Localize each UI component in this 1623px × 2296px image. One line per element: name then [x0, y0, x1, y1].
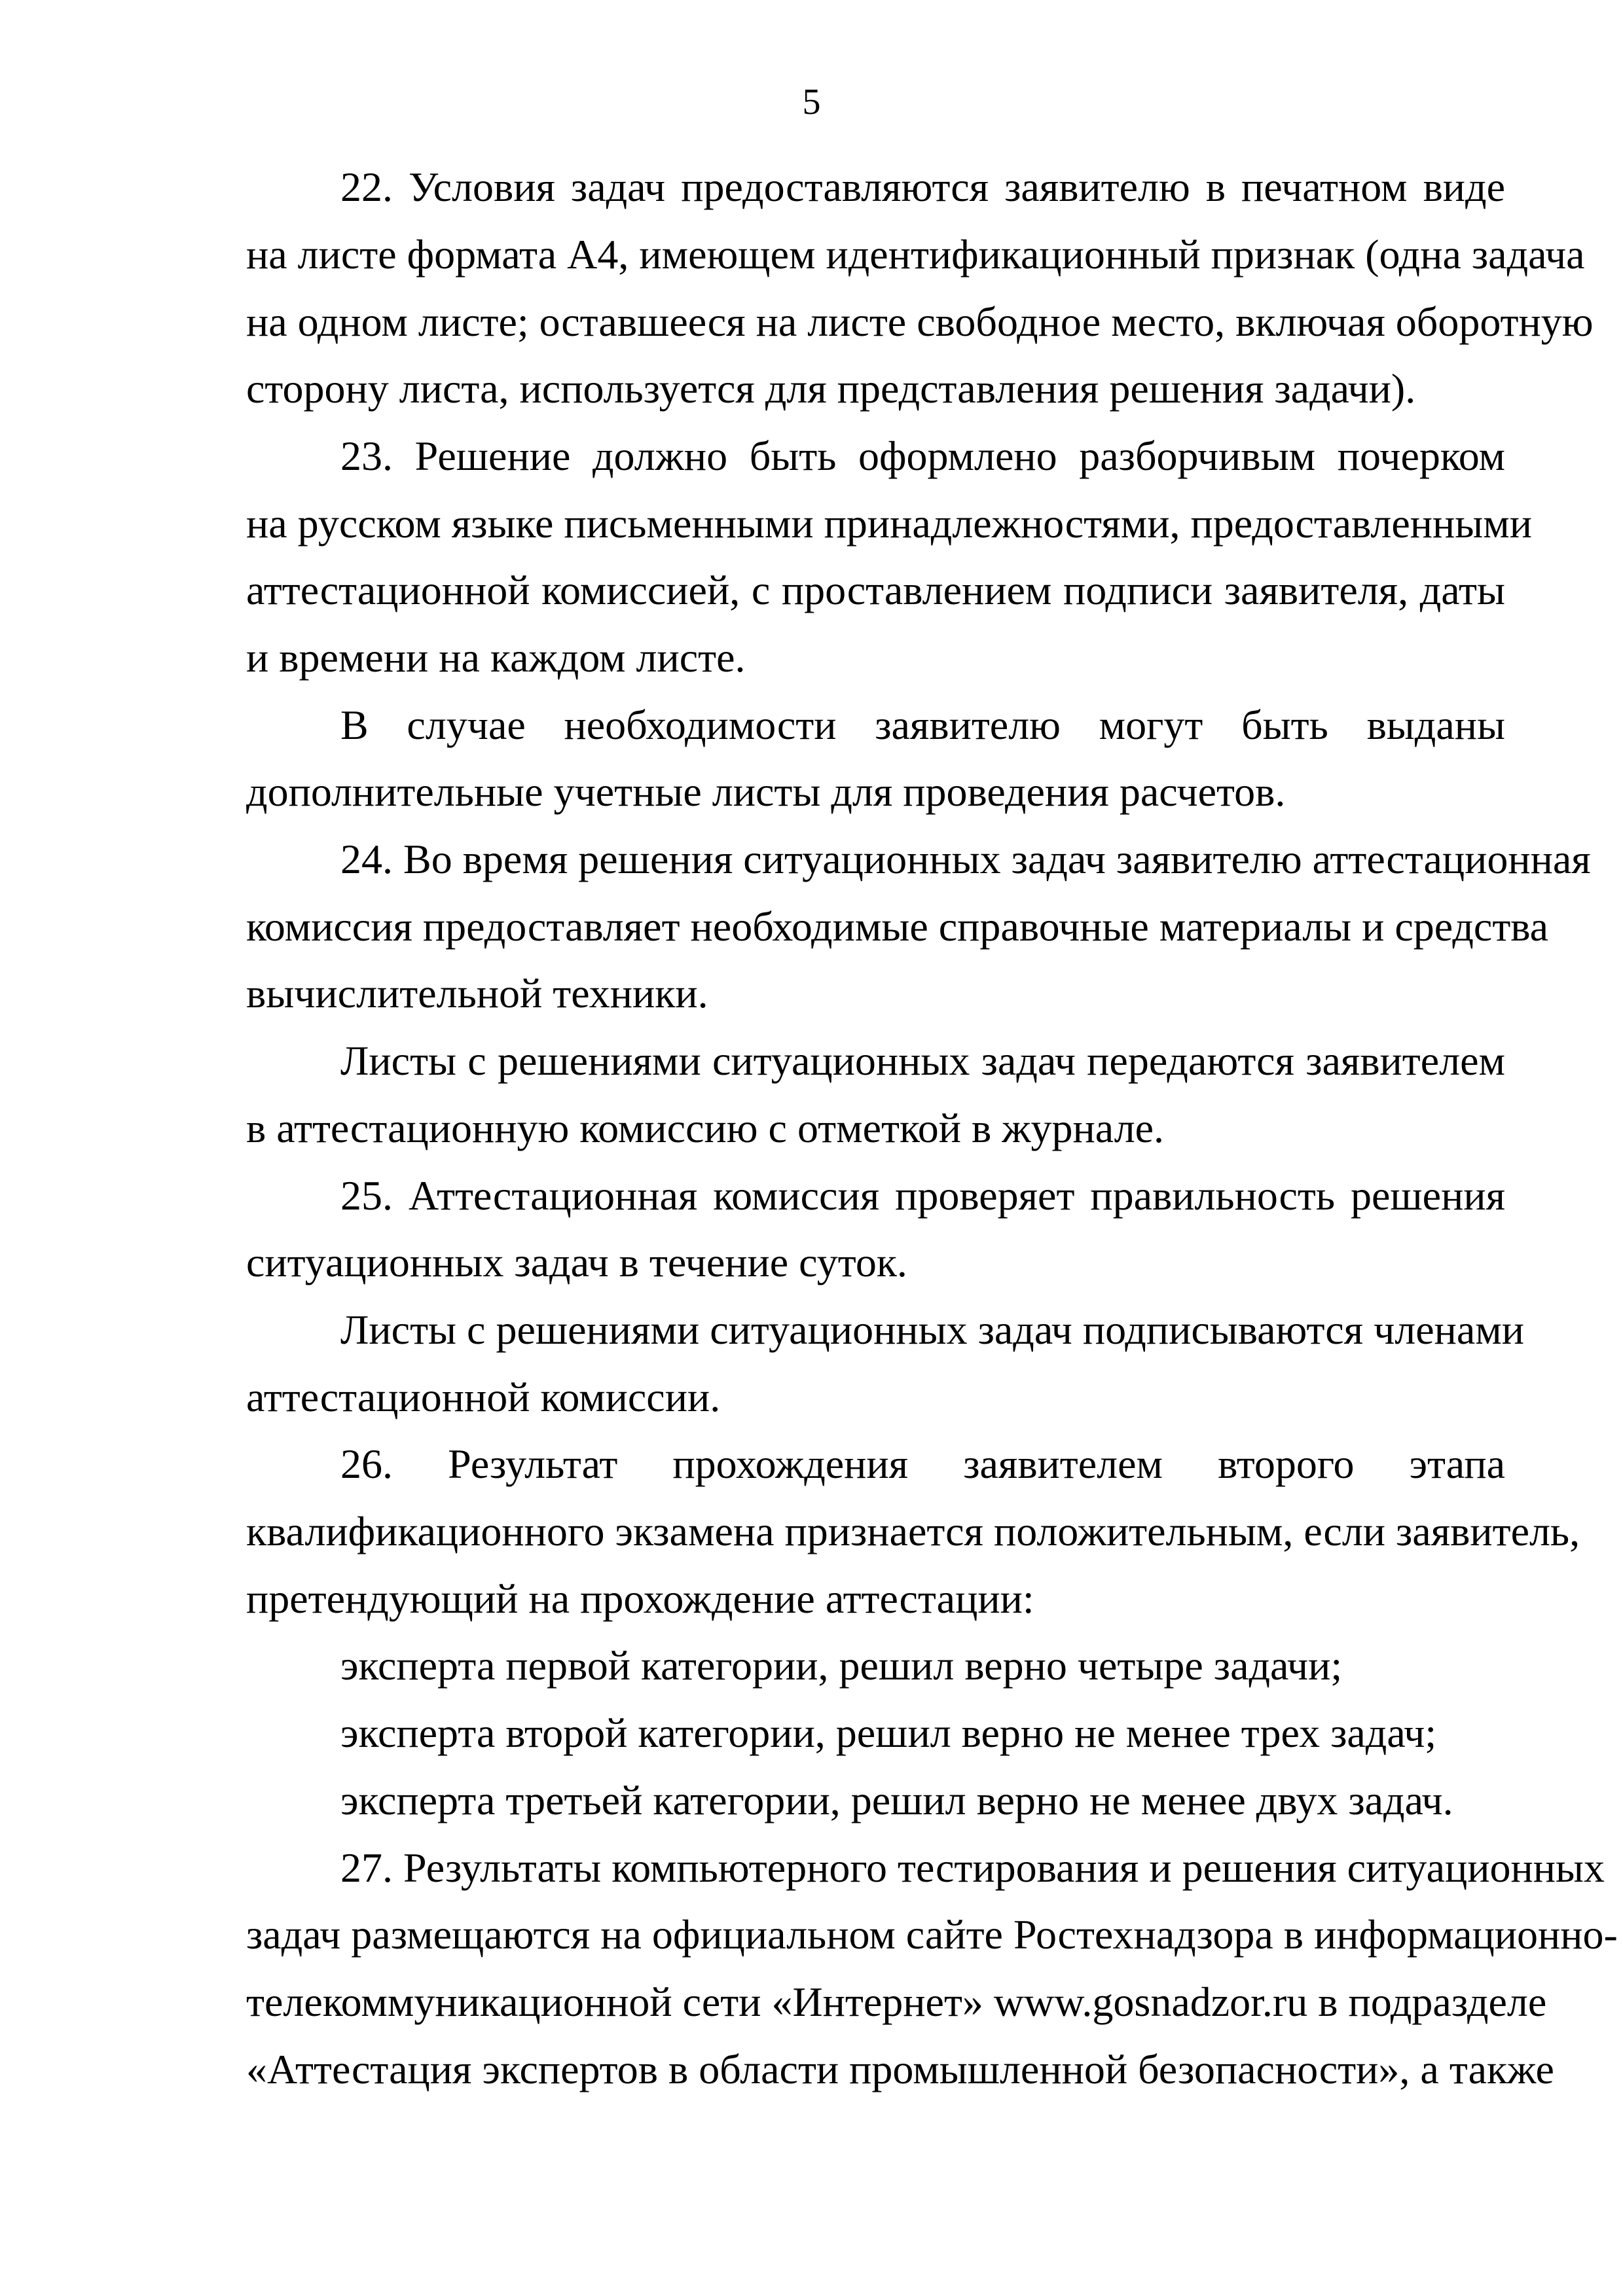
text-line: вычислительной техники. — [246, 970, 708, 1016]
text-line: 23. Решение должно быть оформлено разборчивым почерком — [340, 433, 1505, 479]
text-line: претендующий на прохождение аттестации: — [246, 1575, 1034, 1622]
text-line: задач размещаются на официальном сайте Ростехнадзора в информационно- — [246, 1911, 1618, 1958]
text-line: аттестационной комиссией, с проставлением подписи заявителя, даты — [246, 567, 1505, 613]
text-line: Листы с решениями ситуационных задач подписываются членами — [340, 1306, 1524, 1353]
text-line: комиссия предоставляет необходимые справочные материалы и средства — [246, 903, 1549, 950]
text-line: эксперта второй категории, решил верно не менее трех задач; — [340, 1710, 1437, 1756]
text-line: Листы с решениями ситуационных задач передаются заявителем — [340, 1037, 1505, 1084]
text-line: ситуационных задач в течение суток. — [246, 1239, 907, 1285]
text-line: эксперта первой категории, решил верно четыре задачи; — [340, 1642, 1343, 1689]
text-line: «Аттестация экспертов в области промышленной безопасности», а также — [246, 2046, 1554, 2092]
text-line: 24. Во время решения ситуационных задач заявителю аттестационная — [340, 836, 1591, 882]
text-line: сторону листа, используется для представления решения задачи). — [246, 365, 1416, 412]
text-line: на листе формата А4, имеющем идентификационный признак (одна задача — [246, 231, 1585, 278]
text-line: квалификационного экзамена признается положительным, если заявитель, — [246, 1508, 1580, 1554]
text-line: 25. Аттестационная комиссия проверяет правильность решения — [340, 1172, 1505, 1219]
text-line: 26. Результат прохождения заявителем второго этапа — [340, 1441, 1505, 1487]
page-number: 5 — [802, 82, 821, 122]
text-line: 22. Условия задач предоставляются заявителю в печатном виде — [340, 164, 1505, 210]
text-line: в аттестационную комиссию с отметкой в журнале. — [246, 1105, 1165, 1151]
text-line: дополнительные учетные листы для проведения расчетов. — [246, 768, 1286, 815]
text-line: 27. Результаты компьютерного тестирования и решения ситуационных — [340, 1844, 1605, 1891]
text-line: телекоммуникационной сети «Интернет» www.gosnadzor.ru в подразделе — [246, 1979, 1547, 2025]
text-line: на русском языке письменными принадлежностями, предоставленными — [246, 500, 1532, 547]
text-line: аттестационной комиссии. — [246, 1374, 721, 1420]
text-line: эксперта третьей категории, решил верно не менее двух задач. — [340, 1777, 1453, 1823]
text-line: В случае необходимости заявителю могут быть выданы — [340, 702, 1505, 748]
text-line: и времени на каждом листе. — [246, 634, 746, 681]
text-line: на одном листе; оставшееся на листе свободное место, включая оборотную — [246, 298, 1594, 345]
